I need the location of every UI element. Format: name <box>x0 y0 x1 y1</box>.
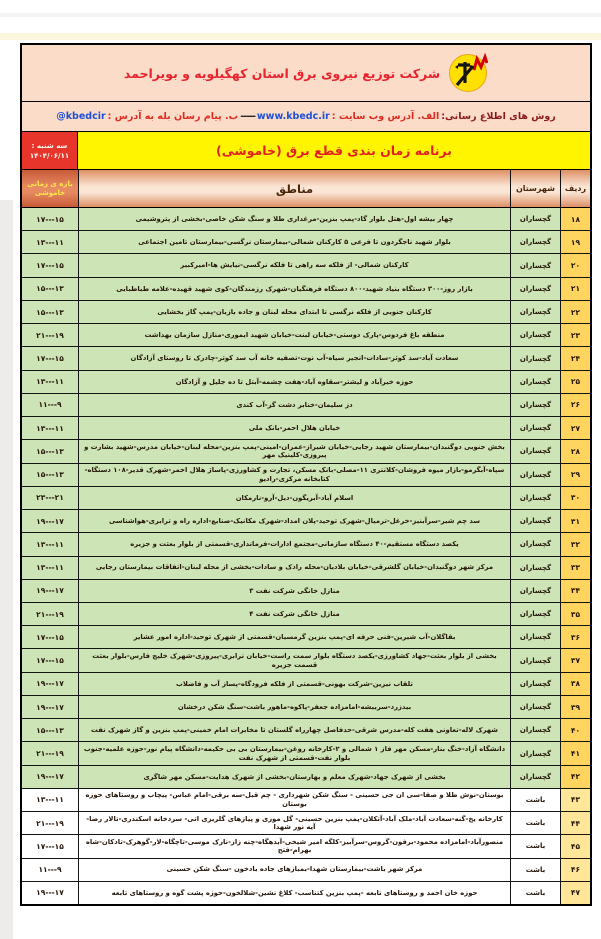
row-areas: منازل خانگی شرکت نفت ۴ <box>78 603 510 625</box>
row-county: گچساران <box>510 394 560 416</box>
row-outage-time: ۱۳---۱۵ <box>22 719 78 741</box>
row-areas: خیابان هلال احمر-بانک ملی <box>78 417 510 439</box>
row-areas: یکصد دستگاه مستقیم-۴۰ دستگاه سازمانی-مجتمع ادارات-فرمانداری-قسمتی از بلوار بعثت و جزیره <box>78 533 510 555</box>
row-outage-time: ۱۹---۲۱ <box>22 324 78 346</box>
row-outage-time: ۱۱---۱۳ <box>22 789 78 811</box>
date-cell <box>22 132 78 169</box>
row-areas: دز سلیمان-خنابر دشت گز-آب کندی <box>78 394 510 416</box>
table-row <box>22 603 590 626</box>
table-row <box>22 417 590 440</box>
column-header-outage-time <box>22 170 78 207</box>
row-county: گچساران <box>510 766 560 788</box>
date-value: ۱۴۰۴/۰۶/۱۱ <box>29 151 70 160</box>
row-county: باشت <box>510 835 560 857</box>
row-county: باشت <box>510 882 560 904</box>
row-number: ۴۵ <box>560 835 590 857</box>
row-number: ۳۰ <box>560 487 590 509</box>
row-areas: دانشگاه آزاد-خنگ بنار-مسکن مهر فاز ۱ شمالی و ۲-کارخانه روغن-بیمارستان بی بی حکیمه-دانشگاه پیام نور-حوزه علمیه-جنوب بلوار نفت-قسمتی از شهرک نفت <box>78 742 510 764</box>
table-row <box>22 673 590 696</box>
schedule-sheet <box>20 43 592 906</box>
table-row <box>22 766 590 789</box>
row-county: گچساران <box>510 208 560 230</box>
table-row <box>22 440 590 463</box>
row-areas: تلقاب نیرین-شرکت بهونی-قسمتی از فلکه فرودگاه-پساز آب و فاضلاب <box>78 673 510 695</box>
row-county: گچساران <box>510 626 560 648</box>
info-methods-label: روش های اطلاع رسانی: <box>441 111 556 122</box>
row-county: گچساران <box>510 347 560 369</box>
row-number: ۴۷ <box>560 882 590 904</box>
row-county: گچساران <box>510 254 560 276</box>
row-number: ۴۲ <box>560 766 590 788</box>
row-outage-time: ۲۱---۲۳ <box>22 487 78 509</box>
row-outage-time: ۱۷---۱۹ <box>22 510 78 532</box>
row-number: ۴۱ <box>560 742 590 764</box>
table-row <box>22 487 590 510</box>
company-header-band <box>22 45 590 102</box>
table-row <box>22 231 590 254</box>
row-county: گچساران <box>510 603 560 625</box>
dash-separator: ----- <box>240 111 255 122</box>
row-areas: کارخانه یخ-گنه-سعادت آباد-ملک آباد-آتکلان-پمپ بنزین حسینی- گل موزی و پیازهای گلریزی اتی- سردخانه اسکندری-تالار رضا-آیه نور شهدا <box>78 812 510 834</box>
row-areas: منطقه باغ فردوس-پارک دوستی-خیابان لبنت-خیابان شهید ایموری-منازل سازمان بهداشت <box>78 324 510 346</box>
website-url-link[interactable]: www.kbedc.ir <box>256 111 330 122</box>
row-number: ۴۳ <box>560 789 590 811</box>
row-areas: بلوار شهید ناجگردون تا فرعی ۵ کارکنان شمالی-بیمارستان نرگسی-بیمارستان تامین اجتماعی <box>78 231 510 253</box>
table-row <box>22 510 590 533</box>
row-number: ۳۶ <box>560 626 590 648</box>
table-row <box>22 208 590 231</box>
table-row <box>22 835 590 858</box>
weekday-label: سه شنبه : <box>31 141 68 150</box>
row-county: گچساران <box>510 696 560 718</box>
row-number: ۲۲ <box>560 301 590 323</box>
row-areas: منازل خانگی شرکت نفت ۳ <box>78 580 510 602</box>
table-row <box>22 742 590 765</box>
row-outage-time: ۱۷---۱۹ <box>22 882 78 904</box>
table-row <box>22 347 590 370</box>
row-county: گچساران <box>510 371 560 393</box>
table-row <box>22 394 590 417</box>
row-outage-time: ۱۹---۲۱ <box>22 812 78 834</box>
row-number: ۳۵ <box>560 603 590 625</box>
table-row <box>22 812 590 835</box>
table-row <box>22 882 590 904</box>
row-county: گچساران <box>510 719 560 741</box>
row-county: باشت <box>510 812 560 834</box>
row-areas: بیدزرد-سربیشه-امامزاده جعفر-پاکوه-ماهور باشت-سنگ شکن درخشان <box>78 696 510 718</box>
row-areas: مرکز شهر دوگنبدان-خیابان گلشرقی-خیابان بلادیان-محله رادک و سادات-بخشی از محله لبنان-اتفاقات بیمارستان رجایی <box>78 557 510 579</box>
row-outage-time: ۱۳---۱۵ <box>22 464 78 486</box>
row-outage-time: ۱۹---۲۱ <box>22 603 78 625</box>
row-outage-time: ۱۱---۱۳ <box>22 231 78 253</box>
table-body <box>22 208 590 904</box>
row-county: باشت <box>510 789 560 811</box>
row-number: ۲۹ <box>560 464 590 486</box>
table-row <box>22 626 590 649</box>
row-number: ۲۵ <box>560 371 590 393</box>
page-edge-shadow <box>0 200 13 939</box>
row-areas: سعادت آباد-سد کوثر-سادات-انجیر سیاه-آب نوت-تصفیه خانه آب سد کوثر-چادرک تا روستای آزادگان <box>78 347 510 369</box>
row-outage-time: ۱۵---۱۷ <box>22 208 78 230</box>
row-outage-time: ۱۷---۱۹ <box>22 766 78 788</box>
table-row <box>22 371 590 394</box>
scan-artifact-gray-strip <box>0 13 601 17</box>
row-areas: بخشی از بلوار بعثت-جهاد کشاورزی-یکصد دستگاه بلوار سمت راست-خیابان ترابری-پیروزی-شهرک خلیج فارس-بلوار بعثت قسمت جزیره <box>78 649 510 671</box>
row-number: ۴۴ <box>560 812 590 834</box>
row-areas: بوستان-نوش طلا و صفا-سی ان جی حسینی - سنگ شکن شهرداری - چم قبل-سه برقی-امام عباس- پیچاب و روستاهای حوزه بوستان <box>78 789 510 811</box>
row-outage-time: ۹---۱۱ <box>22 859 78 881</box>
row-outage-time: ۱۹---۲۱ <box>22 742 78 764</box>
website-label: الف. آدرس وب سایت : <box>331 111 440 122</box>
row-number: ۴۶ <box>560 859 590 881</box>
row-county: گچساران <box>510 533 560 555</box>
row-outage-time: ۱۵---۱۷ <box>22 626 78 648</box>
table-row <box>22 789 590 812</box>
table-row <box>22 696 590 719</box>
row-number: ۲۳ <box>560 324 590 346</box>
row-number: ۱۸ <box>560 208 590 230</box>
row-outage-time: ۱۷---۱۹ <box>22 696 78 718</box>
row-areas: بخش جنوبی دوگنبدان-بیمارستان شهید رجایی-خیابان شیراز-عمران-امینی-پمپ بنزین-محله لبنان-خیابان مدرس-شهید بشارت و پیروزی-کلینیک مهر <box>78 440 510 462</box>
row-areas: مرکز شهر باشت-بیمارستان شهدا-بمبازهای جاده بادخون -سنگ شکن حسینی <box>78 859 510 881</box>
row-outage-time: ۱۷---۱۹ <box>22 673 78 695</box>
row-county: گچساران <box>510 580 560 602</box>
row-outage-time: ۱۱---۱۳ <box>22 533 78 555</box>
bale-address-link[interactable]: @kbedcir <box>56 111 106 122</box>
outage-time-header-line2: خاموشی <box>34 189 66 197</box>
row-county: گچساران <box>510 649 560 671</box>
row-number: ۳۹ <box>560 696 590 718</box>
row-county: گچساران <box>510 278 560 300</box>
column-header-row <box>22 170 590 208</box>
bale-messenger-label: ب. پیام رسان بله به آدرس : <box>107 111 239 122</box>
table-row <box>22 580 590 603</box>
electricity-company-logo-icon <box>448 53 488 93</box>
title-row <box>22 132 590 170</box>
row-number: ۲۴ <box>560 347 590 369</box>
row-areas: حوزه خیرآباد و لیشتر-سقاوه آباد-هفت چشمه-آبتل تا ده جلیل و آزادگان <box>78 371 510 393</box>
row-areas: بازار روز-۳۰۰ دستگاه بنیاد شهید-۸۰۰ دستگاه فرهنگیان-شهرک رزمندگان-کوی شهید قهیده-علامه طباطبایی <box>78 278 510 300</box>
row-outage-time: ۱۳---۱۵ <box>22 440 78 462</box>
row-areas: اسلام آباد-آبریگون-دیل-آرو-نارمکان <box>78 487 510 509</box>
row-number: ۳۲ <box>560 533 590 555</box>
row-outage-time: ۱۵---۱۷ <box>22 835 78 857</box>
row-county: گچساران <box>510 464 560 486</box>
row-outage-time: ۱۵---۱۷ <box>22 649 78 671</box>
row-number: ۴۰ <box>560 719 590 741</box>
page-title: برنامه زمان بندی قطع برق (خاموشی) <box>78 132 590 169</box>
row-county: گچساران <box>510 324 560 346</box>
row-county: گچساران <box>510 557 560 579</box>
row-outage-time: ۱۳---۱۵ <box>22 278 78 300</box>
row-county: گچساران <box>510 231 560 253</box>
row-outage-time: ۱۱---۱۳ <box>22 371 78 393</box>
row-number: ۳۷ <box>560 649 590 671</box>
scan-artifact-yellow-strip <box>0 33 601 40</box>
row-number: ۱۹ <box>560 231 590 253</box>
row-areas: سپاه-آبگرمو-بازار میوه فروشان-کلانتری ۱۱-مصلی-بانک مسکن، تجارت و کشاورزی-پاساژ هلال احمر-شهرک قدیر-۱۰۸ دستگاه-کتابخانه مرکزی-رادیو <box>78 464 510 486</box>
row-number: ۲۰ <box>560 254 590 276</box>
table-row <box>22 278 590 301</box>
column-header-county: شهرستان <box>510 170 560 207</box>
table-row <box>22 719 590 742</box>
row-outage-time: ۱۳---۱۵ <box>22 301 78 323</box>
row-number: ۲۷ <box>560 417 590 439</box>
row-outage-time: ۱۱---۱۳ <box>22 417 78 439</box>
row-areas: کارکنان جنوبی از فلکه نرگسی تا ابتدای محله لبنان و جاده بازبان-پمپ گاز بخشایی <box>78 301 510 323</box>
row-county: گچساران <box>510 510 560 532</box>
row-outage-time: ۱۱---۱۳ <box>22 557 78 579</box>
row-areas: حوزه خان احمد و روستاهای تابعه -پمپ بنزین کتناسب- کلاغ نشین-شلالخون-حوزه پشت گوه و روستاهای تابعه <box>78 882 510 904</box>
table-row <box>22 557 590 580</box>
row-county: گچساران <box>510 301 560 323</box>
row-county: گچساران <box>510 487 560 509</box>
row-county: باشت <box>510 859 560 881</box>
table-row <box>22 649 590 672</box>
row-areas: بخشی از شهرک جهاد-شهرک معلم و بهارستان-بخشی از شهرک هدایت-مسکن مهر شاگری <box>78 766 510 788</box>
row-number: ۳۳ <box>560 557 590 579</box>
row-number: ۳۱ <box>560 510 590 532</box>
info-methods-band <box>22 102 590 132</box>
row-number: ۳۸ <box>560 673 590 695</box>
row-areas: بقاگلان-آب شیرین-فنی حرفه ای-پمپ بنزین گرمسیان-قسمتی از شهرک توحید-اداره امور عشایر <box>78 626 510 648</box>
row-county: گچساران <box>510 742 560 764</box>
row-areas: منصورآباد-امامزاده محمود-برفون-گروس-سرآبیز-کلگه امیر شیخی-آبدهگاه-چنه زار-نارک موسی-تاچگاه-لار-گوهرک-تادکان-شاه بهرام-فتح <box>78 835 510 857</box>
row-county: گچساران <box>510 417 560 439</box>
row-areas: چهار بیشه اول-هتل بلوار گاد-پمپ بنزین-مرغداری طلا و سنگ شکن خاصی-بخشی از پتروشیمی <box>78 208 510 230</box>
table-row <box>22 859 590 882</box>
row-areas: شهرک لاله-تعاونی هفت کله-مدرس شرقی-حدفاصل چهارراه گلستان تا مخابرات امام خمینی-پمپ بنزین و گاز شهرک نفت <box>78 719 510 741</box>
row-outage-time: ۹---۱۱ <box>22 394 78 416</box>
row-outage-time: ۱۵---۱۷ <box>22 254 78 276</box>
row-number: ۲۸ <box>560 440 590 462</box>
table-row <box>22 533 590 556</box>
row-outage-time: ۱۵---۱۷ <box>22 347 78 369</box>
row-areas: کارکنان شمالی- از فلکه سه راهی تا فلکه نرگسی-نیایش ها-امیرکبیر <box>78 254 510 276</box>
table-row <box>22 254 590 277</box>
column-header-row-number: ردیف <box>560 170 590 207</box>
row-outage-time: ۱۷---۱۹ <box>22 580 78 602</box>
column-header-areas: مناطق <box>78 170 510 207</box>
row-number: ۳۴ <box>560 580 590 602</box>
row-number: ۲۶ <box>560 394 590 416</box>
company-name: شرکت توزیع نیروی برق استان کهگیلویه و بویراحمد <box>123 65 441 81</box>
table-row <box>22 324 590 347</box>
row-county: گچساران <box>510 440 560 462</box>
row-areas: سد چم شیر-سرآبنیز-خرغل-ترمیال-شهرک توحید-پلان امداد-شهرک مکانیک-صنایع-اداره راه و ترابری-هواشناسی <box>78 510 510 532</box>
row-number: ۲۱ <box>560 278 590 300</box>
outage-time-header-line1: بازه ی زمانی <box>27 180 73 188</box>
row-county: گچساران <box>510 673 560 695</box>
table-row <box>22 464 590 487</box>
table-row <box>22 301 590 324</box>
